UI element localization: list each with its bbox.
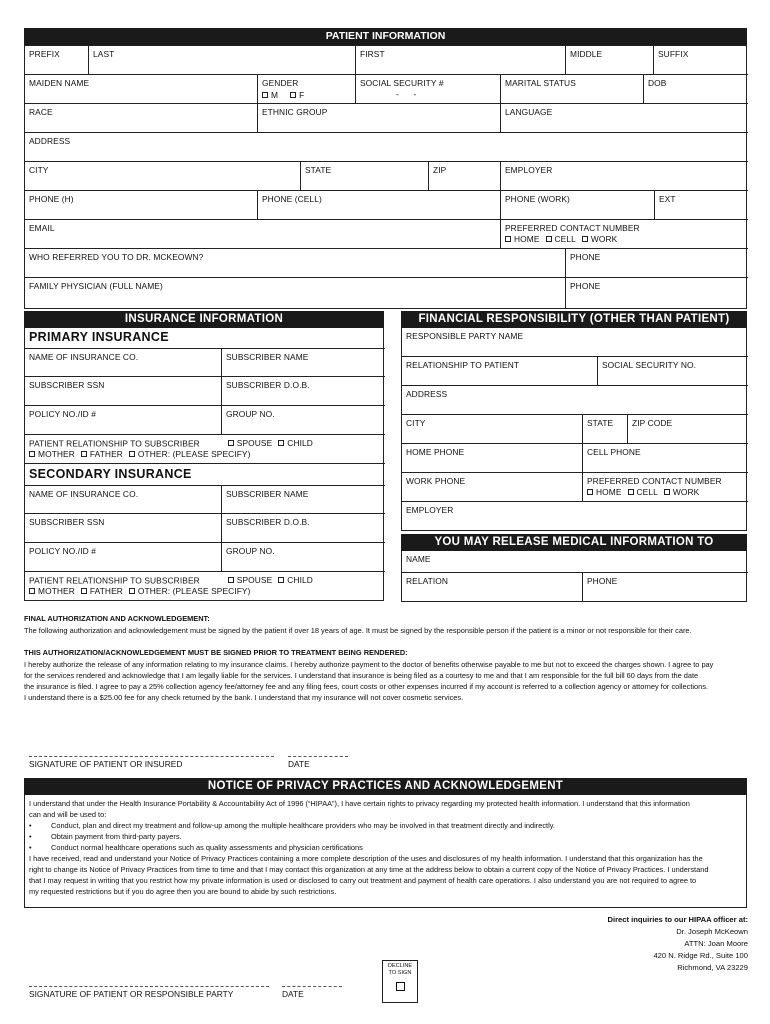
state-label: STATE: [305, 165, 332, 175]
maiden-name-field[interactable]: [25, 75, 258, 104]
preferred-cell-label: CELL: [554, 233, 576, 244]
state-field[interactable]: [301, 162, 429, 191]
financial-home-phone-field[interactable]: [402, 444, 583, 473]
secondary-relationship-field: [25, 572, 385, 601]
responsible-signature-label: SIGNATURE OF PATIENT OR RESPONSIBLE PARTY: [29, 989, 234, 999]
phone-cell-label: PHONE (CELL): [262, 194, 322, 204]
authorization-heading: FINAL AUTHORIZATION AND ACKNOWLEDGEMENT:: [24, 614, 210, 623]
primary-dob-label: SUBSCRIBER D.O.B.: [226, 380, 310, 390]
financial-preferred-contact-field: [583, 473, 748, 502]
privacy-bullet-3-text: Conduct normal healthcare operations such as quality assessments and physician certifications: [51, 843, 363, 852]
race-label: RACE: [29, 107, 53, 117]
responsible-date-label: DATE: [282, 989, 304, 999]
relationship-to-patient-field[interactable]: [402, 357, 598, 386]
dob-label: DOB: [648, 78, 667, 88]
primary-insurance-heading: PRIMARY INSURANCE: [29, 330, 169, 344]
ethnic-group-field[interactable]: [258, 104, 501, 133]
financial-zip-label: ZIP CODE: [632, 418, 673, 428]
financial-state-field[interactable]: [583, 415, 628, 444]
financial-cell-checkbox[interactable]: [628, 487, 658, 498]
release-phone-field[interactable]: [583, 573, 748, 602]
employer-field[interactable]: [501, 162, 748, 191]
financial-ssn-field[interactable]: [598, 357, 748, 386]
hipaa-street: 420 N. Ridge Rd., Suite 100: [653, 951, 748, 960]
financial-cell-phone-label: CELL PHONE: [587, 447, 641, 457]
primary-relationship-field: [25, 435, 385, 464]
release-name-label: NAME: [406, 554, 431, 564]
secondary-subscriber-dob-field[interactable]: [222, 514, 385, 543]
last-name-field[interactable]: [89, 46, 356, 75]
hipaa-attn: ATTN: Joan Moore: [684, 939, 748, 948]
financial-employer-label: EMPLOYER: [406, 505, 454, 515]
responsible-signature-line[interactable]: [29, 986, 269, 987]
primary-spouse-checkbox[interactable]: [228, 438, 273, 449]
primary-group-field[interactable]: [222, 406, 385, 435]
prefix-field[interactable]: [25, 46, 89, 75]
primary-relationship-label: PATIENT RELATIONSHIP TO SUBSCRIBER: [29, 438, 200, 449]
secondary-group-field[interactable]: [222, 543, 385, 572]
secondary-child-checkbox[interactable]: [278, 575, 313, 586]
authorization-line-2: for the services rendered and acknowledge that I am legally liable for the services. I understand that insurance is being filed as a courtesy to me and that I am responsible for the full bill 60 days from the date: [24, 671, 699, 680]
prefix-label: PREFIX: [29, 49, 60, 59]
ssn-field[interactable]: [356, 75, 501, 104]
privacy-bullet-2-text: Obtain payment from third-party payers.: [51, 832, 182, 841]
financial-address-label: ADDRESS: [406, 389, 448, 399]
secondary-co-label: NAME OF INSURANCE CO.: [29, 489, 139, 499]
email-label: EMAIL: [29, 223, 55, 233]
hipaa-officer-name: Dr. Joseph McKeown: [676, 927, 748, 936]
ssn-separators: - -: [396, 88, 417, 99]
release-relation-field[interactable]: [402, 573, 583, 602]
hipaa-officer-block: [608, 914, 749, 974]
primary-mother-label: MOTHER: [38, 448, 75, 459]
secondary-subscriber-label: SUBSCRIBER NAME: [226, 489, 309, 499]
address-field[interactable]: [25, 133, 748, 162]
responsible-party-field[interactable]: [402, 328, 748, 357]
primary-subscriber-name-field[interactable]: [222, 348, 385, 377]
primary-ssn-label: SUBSCRIBER SSN: [29, 380, 105, 390]
primary-child-checkbox[interactable]: [278, 438, 313, 449]
secondary-subscriber-ssn-field[interactable]: [25, 514, 222, 543]
secondary-father-checkbox[interactable]: [81, 586, 123, 597]
gender-f-label: F: [299, 89, 305, 100]
financial-work-phone-field[interactable]: [402, 473, 583, 502]
privacy-header: NOTICE OF PRIVACY PRACTICES AND ACKNOWLEDGEMENT: [24, 778, 747, 795]
financial-header: FINANCIAL RESPONSIBILITY (OTHER THAN PATIENT): [401, 311, 747, 328]
secondary-father-label: FATHER: [89, 585, 123, 596]
marital-status-field[interactable]: [501, 75, 644, 104]
preferred-contact-label: PREFERRED CONTACT NUMBER: [505, 223, 640, 233]
financial-table: [401, 328, 747, 531]
financial-preferred-label: PREFERRED CONTACT NUMBER: [587, 476, 722, 486]
release-header: YOU MAY RELEASE MEDICAL INFORMATION TO: [401, 534, 747, 551]
city-field[interactable]: [25, 162, 301, 191]
ext-field[interactable]: [655, 191, 748, 220]
financial-employer-field[interactable]: [402, 502, 748, 531]
financial-state-label: STATE: [587, 418, 614, 428]
financial-work-checkbox[interactable]: [664, 487, 699, 498]
city-label: CITY: [29, 165, 49, 175]
first-name-field[interactable]: [356, 46, 566, 75]
decline-to-sign-box[interactable]: [382, 960, 418, 1003]
secondary-mother-checkbox[interactable]: [29, 586, 75, 597]
referred-by-field[interactable]: [25, 249, 566, 278]
phone-work-label: PHONE (WORK): [505, 194, 570, 204]
secondary-other-checkbox[interactable]: [129, 586, 251, 597]
financial-city-label: CITY: [406, 418, 426, 428]
language-field[interactable]: [501, 104, 748, 133]
zip-label: ZIP: [433, 165, 447, 175]
family-physician-label: FAMILY PHYSICIAN (FULL NAME): [29, 281, 163, 291]
referred-phone-field[interactable]: [566, 249, 748, 278]
dob-field[interactable]: [644, 75, 748, 104]
party-name-label: RESPONSIBLE PARTY NAME: [406, 331, 524, 341]
financial-city-field[interactable]: [402, 415, 583, 444]
middle-name-label: MIDDLE: [570, 49, 603, 59]
relationship-label: RELATIONSHIP TO PATIENT: [406, 360, 520, 370]
referred-phone-label: PHONE: [570, 252, 601, 262]
employer-label: EMPLOYER: [505, 165, 553, 175]
privacy-line-5: that I may request in writing that you restrict how my private information is used or disclosed to carry out treatment and payment of health care operations. I also understand you are not required to agree to: [29, 876, 697, 885]
privacy-line-2: can and will be used to:: [29, 810, 107, 819]
secondary-subscriber-name-field[interactable]: [222, 485, 385, 514]
responsible-date-line[interactable]: [282, 986, 342, 987]
financial-work-label: WORK: [672, 486, 700, 497]
preferred-cell-checkbox[interactable]: [546, 234, 576, 245]
privacy-line-1: I understand that under the Health Insurance Portability & Accountability Act of 1996 (“HIPAA”), I have certain rights to privacy regarding my protected health information. I understand that this information: [29, 799, 690, 808]
secondary-dob-label: SUBSCRIBER D.O.B.: [226, 517, 310, 527]
privacy-line-3: I have received, read and understand your Notice of Privacy Practices containing a more complete description of the uses and disclosures of my health information. I understand that this organization has the: [29, 854, 703, 863]
hipaa-city: Richmond, VA 23229: [677, 963, 748, 972]
privacy-box: [24, 795, 747, 908]
family-physician-phone-field[interactable]: [566, 278, 748, 309]
primary-child-label: CHILD: [287, 438, 313, 448]
ext-label: EXT: [659, 194, 676, 204]
primary-father-checkbox[interactable]: [81, 449, 123, 460]
financial-zip-field[interactable]: [628, 415, 748, 444]
release-relation-label: RELATION: [406, 576, 449, 586]
gender-field: [258, 75, 356, 104]
insurance-table: [24, 328, 384, 601]
phone-home-field[interactable]: [25, 191, 258, 220]
secondary-relationship-label: PATIENT RELATIONSHIP TO SUBSCRIBER: [29, 575, 200, 586]
patient-signature-line[interactable]: [29, 756, 274, 757]
preferred-work-checkbox[interactable]: [582, 234, 617, 245]
financial-address-field[interactable]: [402, 386, 748, 415]
authorization-line-3: the insurance is filed. I agree to pay a 25% collection agency fee/attorney fee and any filing fees, court costs or other expenses incurred if my account is referred to a collection agency or attorney for collections.: [24, 682, 709, 691]
gender-m-label: M: [271, 89, 279, 100]
suffix-field[interactable]: [654, 46, 748, 75]
privacy-bullet-2: • Obtain payment from third-party payers.: [29, 832, 182, 841]
privacy-bullet-3: • Conduct normal healthcare operations such as quality assessments and physician certifications: [29, 843, 363, 852]
referred-label: WHO REFERRED YOU TO DR. MCKEOWN?: [29, 252, 204, 262]
primary-spouse-label: SPOUSE: [236, 438, 273, 448]
patient-date-label: DATE: [288, 759, 310, 769]
secondary-spouse-label: SPOUSE: [236, 575, 273, 585]
financial-home-phone-label: HOME PHONE: [406, 447, 465, 457]
privacy-line-6: my requested restrictions but if you do agree then you are bound to abide by such restrictions.: [29, 887, 337, 896]
primary-other-label: OTHER: (PLEASE SPECIFY): [137, 448, 251, 459]
gender-f-checkbox[interactable]: [290, 90, 304, 101]
financial-cell-phone-field[interactable]: [583, 444, 748, 473]
primary-group-label: GROUP NO.: [226, 409, 275, 419]
preferred-home-checkbox[interactable]: [505, 234, 540, 245]
authorization-intro: The following authorization and acknowledgement must be signed by the patient if over 18 years of age. It must be signed by the responsible person if the patient is a minor or not responsible for their care.: [24, 626, 692, 635]
phone-cell-field[interactable]: [258, 191, 501, 220]
family-phone-label: PHONE: [570, 281, 601, 291]
preferred-home-label: HOME: [514, 233, 540, 244]
family-physician-field[interactable]: [25, 278, 566, 309]
secondary-other-label: OTHER: (PLEASE SPECIFY): [137, 585, 251, 596]
release-table: [401, 551, 747, 602]
patient-date-line[interactable]: [288, 756, 348, 757]
secondary-spouse-checkbox[interactable]: [228, 575, 273, 586]
secondary-insurance-co-field[interactable]: [25, 485, 222, 514]
insurance-header: INSURANCE INFORMATION: [24, 311, 384, 328]
gender-label: GENDER: [262, 78, 299, 88]
primary-father-label: FATHER: [89, 448, 123, 459]
primary-insurance-co-field[interactable]: [25, 348, 222, 377]
suffix-label: SUFFIX: [658, 49, 689, 59]
ethnic-label: ETHNIC GROUP: [262, 107, 328, 117]
language-label: LANGUAGE: [505, 107, 553, 117]
release-phone-label: PHONE: [587, 576, 618, 586]
secondary-policy-label: POLICY NO./ID #: [29, 546, 96, 556]
privacy-line-4: right to change its Notice of Privacy Practices from time to time and that I may contact this organization at any time at the address below to obtain a current copy of the Notice of Privacy Practices. I understand: [29, 865, 709, 874]
phone-home-label: PHONE (H): [29, 194, 74, 204]
gender-m-checkbox[interactable]: [262, 90, 278, 101]
zip-field[interactable]: [429, 162, 501, 191]
race-field[interactable]: [25, 104, 258, 133]
decline-label: DECLINE TO SIGN: [387, 963, 413, 976]
hipaa-heading: Direct inquiries to our HIPAA officer at:: [607, 915, 748, 924]
middle-name-field[interactable]: [566, 46, 654, 75]
authorization-subheading: THIS AUTHORIZATION/ACKNOWLEDGEMENT MUST BE SIGNED PRIOR TO TREATMENT BEING RENDERED:: [24, 648, 408, 657]
primary-policy-field[interactable]: [25, 406, 222, 435]
primary-subscriber-label: SUBSCRIBER NAME: [226, 352, 309, 362]
primary-subscriber-dob-field[interactable]: [222, 377, 385, 406]
patient-info-header: PATIENT INFORMATION: [24, 28, 747, 45]
authorization-line-1: I hereby authorize the release of any information relating to my insurance claims. I hereby authorize payment to the doctor of benefits otherwise payable to me but not to exceed the charges shown. I agree to pay: [24, 660, 714, 669]
ssn-label: SOCIAL SECURITY #: [360, 78, 444, 88]
release-name-field[interactable]: [402, 551, 748, 573]
privacy-bullet-1: • Conduct, plan and direct my treatment and follow-up among the multiple healthcare providers who may be involved in that treatment directly and indirectly.: [29, 821, 555, 830]
primary-mother-checkbox[interactable]: [29, 449, 75, 460]
secondary-ssn-label: SUBSCRIBER SSN: [29, 517, 105, 527]
financial-cell-label: CELL: [636, 486, 658, 497]
decline-checkbox[interactable]: [396, 982, 405, 991]
email-field[interactable]: [25, 220, 501, 249]
preferred-work-label: WORK: [590, 233, 618, 244]
marital-label: MARITAL STATUS: [505, 78, 576, 88]
patient-info-table: [24, 45, 747, 309]
secondary-child-label: CHILD: [287, 575, 313, 585]
financial-work-phone-label: WORK PHONE: [406, 476, 466, 486]
financial-ssn-label: SOCIAL SECURITY NO.: [602, 360, 697, 370]
address-label: ADDRESS: [29, 136, 71, 146]
maiden-name-label: MAIDEN NAME: [29, 78, 90, 88]
secondary-policy-field[interactable]: [25, 543, 222, 572]
primary-policy-label: POLICY NO./ID #: [29, 409, 96, 419]
secondary-mother-label: MOTHER: [38, 585, 75, 596]
patient-signature-label: SIGNATURE OF PATIENT OR INSURED: [29, 759, 183, 769]
preferred-contact-field: [501, 220, 748, 249]
last-name-label: LAST: [93, 49, 115, 59]
first-name-label: FIRST: [360, 49, 385, 59]
authorization-line-4: I understand there is a $25.00 fee for any check returned by the bank. I understand that my insurance will not cover cosmetic services.: [24, 693, 464, 702]
financial-home-checkbox[interactable]: [587, 487, 622, 498]
phone-work-field[interactable]: [501, 191, 655, 220]
privacy-bullet-1-text: Conduct, plan and direct my treatment and follow-up among the multiple healthcare providers who may be involved in that treatment directly and indirectly.: [51, 821, 555, 830]
primary-subscriber-ssn-field[interactable]: [25, 377, 222, 406]
secondary-group-label: GROUP NO.: [226, 546, 275, 556]
secondary-insurance-heading: SECONDARY INSURANCE: [29, 467, 192, 481]
financial-home-label: HOME: [596, 486, 622, 497]
primary-co-label: NAME OF INSURANCE CO.: [29, 352, 139, 362]
primary-other-checkbox[interactable]: [129, 449, 251, 460]
